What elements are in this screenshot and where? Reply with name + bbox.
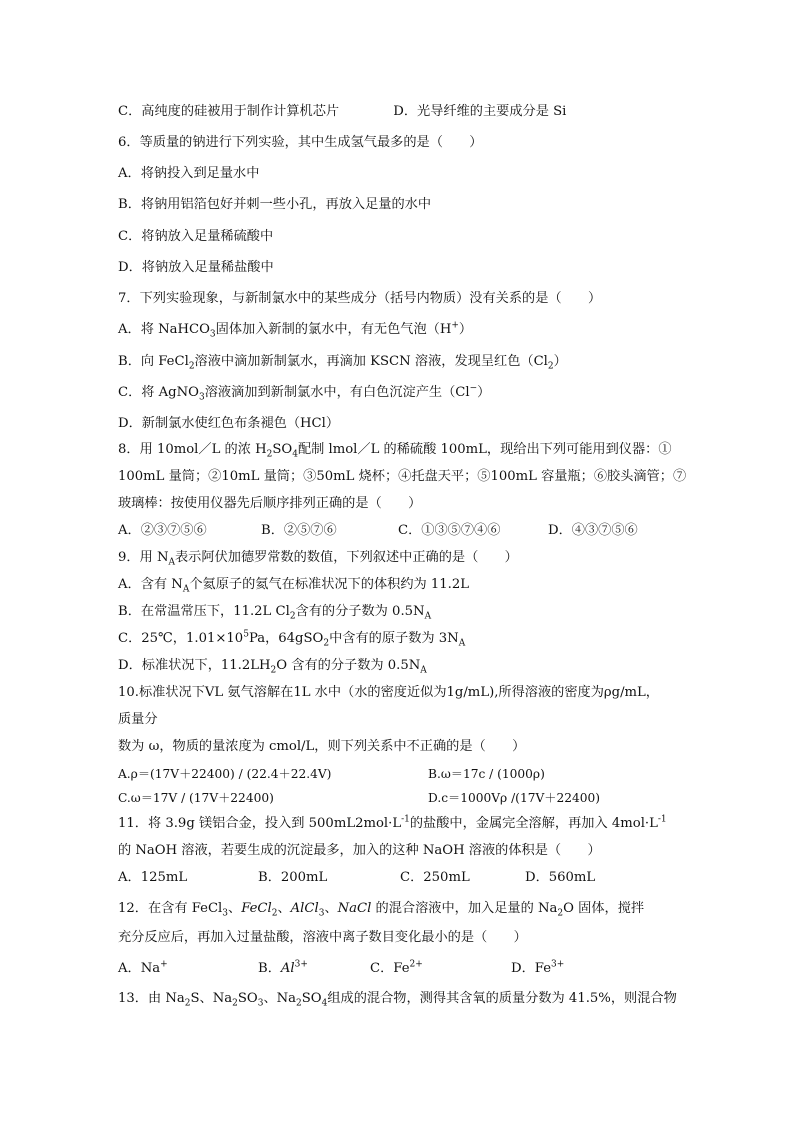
question-13: 13．由 $Na_2S$、$Na_2SO_3$、$Na_2SO_4$组成的混合物，测得其含氧的质量分数为 41.5%，则混合物 xyxy=(118,991,677,1009)
question-9-option-d: D．标准状况下，$11.2LH_2O$ 含有的分子数为 $0.5N_A$ xyxy=(118,658,427,676)
line-5c xyxy=(118,103,566,121)
question-7: 7．下列实验现象，与新制氯水中的某些成分（括号内物质）没有关系的是（ ） xyxy=(118,291,602,306)
question-8-option-a: A．②③⑦⑤⑥ xyxy=(118,523,207,538)
question-11-option-c: C．250mL xyxy=(400,870,470,885)
question-7-option-d: D．新制氯水使红色布条褪色（HCl） xyxy=(118,416,340,431)
question-7-option-a: A．将 NaHCO$_3$固体加入新制的氯水中，有无色气泡（H+） xyxy=(118,320,473,340)
question-12-line-2: 充分反应后，再加入过量盐酸，溶液中离子数目变化最小的是（ ） xyxy=(118,930,527,945)
question-12-option-c: C．$Fe^{2+}$ xyxy=(370,959,423,976)
question-9-option-b: B．在常温常压下，11.2L $Cl_2$含有的分子数为 $0.5N_A$ xyxy=(118,604,432,622)
question-11-option-d: D．560mL xyxy=(525,870,596,885)
question-8-line-1: 8．用 10mol／L 的浓 $H_2SO_4$配制 lmol／L 的稀硫酸 100mL，现给出下列可能用到仪器：① xyxy=(118,442,672,460)
question-6-option-c: C．将钠放入足量稀硫酸中 xyxy=(118,229,274,244)
question-10-line-1: 10.标准状况下VL 氨气溶解在1L 水中（水的密度近似为1g/mL),所得溶液的密度为ρg/mL， xyxy=(118,685,659,700)
question-12-line-1: 12．在含有 FeCl$_3$、FeCl$_2$、AlCl$_3$、NaCl 的混合溶液中，加入足量的 $Na_2O$ 固体，搅拌 xyxy=(118,901,645,919)
question-7-option-b: B．向 FeCl$_2$溶液中滴加新制氯水，再滴加 KSCN 溶液，发现呈红色$(Cl_2)$ xyxy=(118,354,567,372)
question-9-option-c: C．25℃，$1.01\times 10^5Pa$，64gSO$_2$中含有的原子数为 $3N_A$ xyxy=(118,629,466,649)
question-10-line-3: 数为 ω，物质的量浓度为 cmol/L，则下列关系中不正确的是（ ） xyxy=(118,739,526,754)
option-5d: D．光导纤维的主要成分是 Si xyxy=(393,104,567,119)
option-5c: C．高纯度的硅被用于制作计算机芯片 xyxy=(118,104,340,119)
question-11-line-1: 11．将 3.9g 镁铝合金，投入到 $500mL2mol\cdot L^{-1}$的盐酸中，金属完全溶解，再加入 $4mol\cdot L^{-1}$ xyxy=(118,814,667,831)
question-6: 6．等质量的钠进行下列实验，其中生成氢气最多的是（ ） xyxy=(118,135,483,150)
question-8-option-c: C．①③⑤⑦④⑥ xyxy=(398,523,501,538)
question-11-option-a: A．125mL xyxy=(118,870,188,885)
question-10-option-d: D.c＝1000Vρ /(17V＋22400) xyxy=(428,791,600,805)
question-6-option-b: B．将钠用铝箔包好并刺一些小孔，再放入足量的水中 xyxy=(118,197,432,212)
question-10-option-b: B.ω＝17c / (1000ρ) xyxy=(428,767,545,781)
question-10-line-2: 质量分 xyxy=(118,712,158,727)
question-9-option-a: A．含有 $N_A$个氦原子的氦气在标准状况下的体积约为 11.2L xyxy=(118,577,470,595)
question-12-option-d: D．$Fe^{3+}$ xyxy=(511,959,565,976)
question-12-option-a: A．Na+ xyxy=(118,959,168,976)
question-8-option-b: B．②⑤⑦⑥ xyxy=(261,523,337,538)
question-6-option-a: A．将钠投入到足量水中 xyxy=(118,166,260,181)
question-8-line-2: 100mL 量筒；②10mL 量筒；③50mL 烧杯；④托盘天平；⑤100mL 容量瓶；⑥胶头滴管；⑦ xyxy=(118,469,687,484)
question-7-option-c: C．将 AgNO$_3$溶液滴加到新制氯水中，有白色沉淀产生（Cl−） xyxy=(118,383,491,403)
question-11-line-2: 的 NaOH 溶液，若要生成的沉淀最多，加入的这种 NaOH 溶液的体积是（ ） xyxy=(118,843,601,858)
question-12-option-b: B．$Al^{3+}$ xyxy=(258,959,308,976)
question-8-option-d: D．④③⑦⑤⑥ xyxy=(548,523,638,538)
question-8-line-3: 玻璃棒：按使用仪器先后顺序排列正确的是（ ） xyxy=(118,496,422,511)
question-9: 9．用 $N_A$表示阿伏加德罗常数的数值，下列叙述中正确的是（ ） xyxy=(118,550,518,568)
question-6-option-d: D．将钠放入足量稀盐酸中 xyxy=(118,260,274,275)
question-10-option-a: A.ρ＝(17V＋22400) / (22.4＋22.4V) xyxy=(118,767,332,781)
question-11-option-b: B．200mL xyxy=(258,870,328,885)
question-10-option-c: C.ω＝17V / (17V＋22400) xyxy=(118,791,274,805)
